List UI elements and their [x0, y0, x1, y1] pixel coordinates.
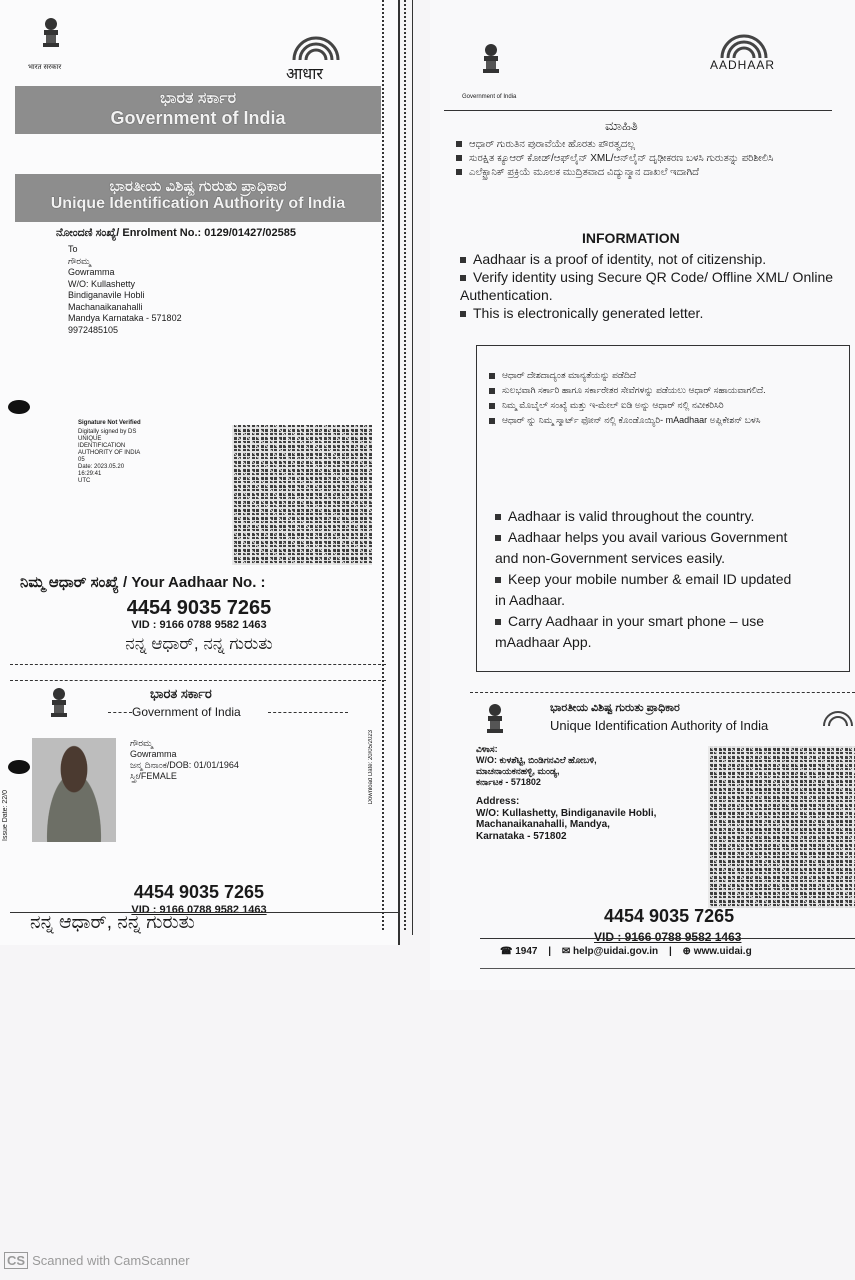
bullet-icon — [460, 275, 466, 281]
cut-line — [10, 664, 386, 665]
en-guideline-item: Carry Aadhaar in your smart phone – use mAadhaar App. — [495, 613, 765, 650]
cut-line — [10, 680, 386, 681]
uidai-band — [15, 174, 381, 222]
address-kn-label: ವಿಳಾಸ: — [476, 744, 498, 754]
email-icon: ✉ — [561, 946, 571, 957]
bullet-icon — [460, 257, 466, 263]
card-slogan: ನನ್ನ ಆಧಾರ್, ನನ್ನ ಗುರುತು — [30, 912, 195, 933]
emblem-icon — [38, 16, 64, 50]
address-line: Mandya Karnataka - 571802 — [68, 313, 182, 323]
address-en-line: Machanaikanahalli, Mandya, — [476, 819, 610, 830]
kn-guideline-item: ನಿಮ್ಮ ಮೊಬೈಲ್ ಸಂಖ್ಯೆ ಮತ್ತು ಇ-ಮೇಲ್ ಐಡಿ ಅನ್ನು ಆಧಾರ್ ನಲ್ಲಿ ನವೀಕರಿಸಿರಿ — [489, 398, 789, 413]
uidai-band-en: Unique Identification Authority of India — [50, 195, 346, 212]
kn-info-item: ಎಲೆಕ್ಟ್ರಾನಿಕ್ ಪ್ರಕ್ರಿಯೆ ಮೂಲಕ ಮುದ್ರಿತವಾದ ವಿದ್ಯುನ್ಮಾನ ದಾಖಲೆ ಇದಾಗಿದೆ — [456, 166, 786, 180]
contact-bar: ☎ 1947 | ✉ help@uidai.gov.in | ⊕ www.uidai.g — [500, 946, 752, 957]
en-guideline-item: Aadhaar helps you avail various Government and non-Government services easily. — [495, 529, 788, 566]
address-line: 9972485105 — [68, 324, 119, 335]
signature-line: UNIQUE IDENTIFICATION — [78, 436, 126, 449]
bullet-icon — [495, 514, 501, 520]
aadhaar-logo-icon — [286, 30, 346, 62]
holder-name-kn: ಗೌರಮ್ಮ — [130, 738, 153, 748]
phone-icon: ☎ — [500, 946, 513, 957]
card-gov-kn: ಭಾರತ ಸರ್ಕಾರ — [150, 686, 212, 701]
website: www.uidai.g — [693, 946, 752, 957]
emblem-caption: Government of India — [462, 94, 517, 100]
download-date: Download Date: 20/05/2023 — [368, 730, 374, 805]
address-line: W/O: Kullashetty — [68, 278, 136, 289]
bullet-icon — [495, 535, 501, 541]
card-auth-en: Unique Identification Authority of India — [550, 718, 769, 733]
kn-guidelines — [489, 368, 789, 428]
address-kn-line: W/O: ಕುಳಶೆಟ್ಟಿ, ಬಿಂಡಿಗನವಿಲೆ ಹೋಬಳಿ, — [476, 755, 597, 765]
signature-line: Digitally signed by DS — [78, 429, 137, 435]
fold-line — [404, 0, 406, 930]
punch-hole — [8, 400, 30, 414]
card-auth-kn: ಭಾರತೀಯ ವಿಶಿಷ್ಟ ಗುರುತು ಪ್ರಾಧಿಕಾರ — [550, 702, 680, 714]
kn-info-title: ಮಾಹಿತಿ — [605, 118, 638, 133]
emblem-icon — [478, 42, 504, 76]
enrolment-number: ನೋಂದಣಿ ಸಂಖ್ಯೆ/ Enrolment No.: 0129/01427/02585 — [56, 227, 297, 239]
vid-number: VID : 9166 0788 9582 1463 — [131, 619, 267, 631]
camscanner-watermark: CS Scanned with CamScanner — [4, 1252, 190, 1269]
bullet-icon — [495, 619, 501, 625]
address-en-line: Karnataka - 571802 — [476, 830, 567, 842]
holder-name-en: Gowramma — [130, 749, 177, 759]
signature-line: Date: 2023.05.20 16:29:41 — [78, 464, 125, 477]
globe-icon: ⊕ — [682, 946, 691, 957]
slogan: ನನ್ನ ಆಧಾರ್, ನನ್ನ ಗುರುತು — [125, 634, 273, 653]
address-line: To — [68, 244, 78, 254]
qr-code — [232, 425, 372, 565]
signature-title: Signature Not Verified — [78, 420, 141, 426]
kn-guideline-item: ಸುಲಭವಾಗಿ ಸರ್ಕಾರಿ ಹಾಗೂ ಸರ್ಕಾರೇತರ ಸೇವೆಗಳನ್ನು ಪಡೆಯಲು ಆಧಾರ್ ಸಹಾಯವಾಗಲಿದೆ. — [489, 383, 789, 398]
en-guideline-item: Aadhaar is valid throughout the country. — [495, 506, 805, 527]
help-email: help@uidai.gov.in — [573, 946, 659, 957]
holder-gender: ಸ್ತ್ರೀ/FEMALE — [130, 771, 177, 781]
bullet-icon — [456, 155, 462, 161]
holder-photo — [32, 738, 116, 842]
bullet-icon — [460, 311, 466, 317]
signature-block — [78, 420, 148, 485]
aadhaar-logo-text: AADHAAR — [710, 58, 776, 72]
aadhaar-logo-text: आधार — [286, 66, 323, 83]
government-band — [15, 86, 381, 134]
aadhaar-logo-icon — [820, 706, 854, 728]
card-gov-en: Government of India — [132, 705, 241, 719]
bullet-icon — [456, 169, 462, 175]
fold-line — [382, 0, 384, 930]
rule — [444, 110, 832, 111]
info-item: This is electronically generated letter. — [460, 304, 840, 322]
bullet-icon — [489, 418, 495, 424]
bullet-icon — [495, 577, 501, 583]
address-line: Machanaikanahalli — [68, 301, 143, 312]
uidai-band-kn: ಭಾರತೀಯ ವಿಶಿಷ್ಟ ಗುರುತು ಪ್ರಾಧಿಕಾರ — [109, 178, 287, 195]
card-aadhaar-number: 4454 9035 7265 — [133, 882, 265, 902]
cut-line — [470, 692, 855, 693]
address-en-label: Address: — [476, 796, 520, 807]
government-band-en: Government of India — [110, 108, 286, 128]
card-aadhaar-number: 4454 9035 7265 — [604, 906, 735, 926]
kn-info-item: ಸುರಕ್ಷಿತ ಕ್ಯೂಆರ್ ಕೋಡ್/ಆಫ್‌ಲೈನ್ XML/ಆನ್‌ಲೈನ್ ದೃಢೀಕರಣ ಬಳಸಿ ಗುರುತನ್ನು ಪರಿಶೀಲಿಸಿ — [456, 152, 786, 166]
bullet-icon — [489, 388, 495, 394]
letter-right-sheet — [430, 0, 855, 990]
signature-line: AUTHORITY OF INDIA 05 — [78, 450, 140, 463]
emblem-caption: भारत सरकार — [28, 64, 62, 71]
issue-date: Issue Date: 22/0 — [2, 790, 9, 841]
kn-guideline-item: ಆಧಾರ್ ದೇಶದಾದ್ಯಂತ ಮಾನ್ಯತೆಯನ್ನು ಪಡೆದಿದೆ — [489, 368, 789, 383]
emblem-icon — [482, 702, 508, 736]
address-en-line: W/O: Kullashetty, Bindiganavile Hobli, — [476, 807, 657, 819]
rule — [108, 712, 132, 713]
address-line: ಗೌರಮ್ಮ — [68, 255, 91, 266]
rule — [480, 938, 855, 939]
kn-info-list — [456, 138, 786, 180]
address-line: Gowramma — [68, 267, 115, 277]
your-aadhaar-label: ನಿಮ್ಮ ಆಧಾರ್ ಸಂಖ್ಯೆ / Your Aadhaar No. : — [20, 574, 266, 591]
bullet-icon — [489, 403, 495, 409]
info-list — [460, 250, 840, 322]
aadhaar-number: 4454 9035 7265 — [126, 597, 272, 619]
fold-line — [412, 0, 413, 935]
government-band-kn: ಭಾರತ ಸರ್ಕಾರ — [159, 90, 237, 107]
rule — [480, 968, 855, 969]
kn-guideline-item: ಆಧಾರ್ ನ್ನು ನಿಮ್ಮ ಸ್ಮಾರ್ಟ್ ಫೋನ್ ನಲ್ಲಿ ಕೊಂಡೊಯ್ಯಿರಿ- mAadhaar ಅಪ್ಲಿಕೇಶನ್ ಬಳಸಿ — [489, 413, 789, 428]
info-item: Verify identity using Secure QR Code/ Offline XML/ Online Authentication. — [460, 269, 834, 303]
punch-hole — [8, 760, 30, 774]
address-kn-line: ಮಾಚನಾಯಕನಹಳ್ಳಿ, ಮಂಡ್ಯ, — [476, 766, 560, 776]
recipient-address — [68, 244, 182, 336]
guidelines-box — [476, 345, 850, 672]
kn-info-item: ಆಧಾರ್ ಗುರುತಿನ ಪುರಾವೆಯೇ ಹೊರತು ಪೌರತ್ವದಲ್ಲ — [456, 138, 786, 152]
bullet-icon — [489, 373, 495, 379]
emblem-icon — [46, 686, 72, 720]
address-en — [476, 796, 656, 842]
info-item: Aadhaar is a proof of identity, not of citizenship. — [460, 250, 840, 268]
qr-code — [708, 746, 855, 908]
address-kn — [476, 744, 597, 788]
helpline-number: 1947 — [515, 946, 538, 957]
card-vid-number: VID : 9166 0788 9582 1463 — [594, 930, 742, 944]
letter-left-sheet — [0, 0, 400, 945]
camscanner-logo-icon: CS — [4, 1252, 28, 1269]
aadhaar-logo-icon — [714, 28, 774, 60]
en-guidelines — [495, 506, 805, 653]
address-line: Bindiganavile Hobli — [68, 290, 145, 300]
signature-line: UTC — [78, 478, 91, 484]
holder-dob: ಜನ್ಮ ದಿನಾಂಕ/DOB: 01/01/1964 — [130, 760, 239, 770]
rule — [268, 712, 348, 713]
card-holder-details — [130, 738, 239, 782]
en-guideline-item: Keep your mobile number & email ID updated in Aadhaar. — [495, 571, 792, 608]
card-vid-number: VID : 9166 0788 9582 1463 — [131, 904, 267, 916]
bullet-icon — [456, 141, 462, 147]
address-kn-line: ಕರ್ನಾಟಕ - 571802 — [476, 777, 541, 787]
info-title: INFORMATION — [582, 230, 680, 246]
